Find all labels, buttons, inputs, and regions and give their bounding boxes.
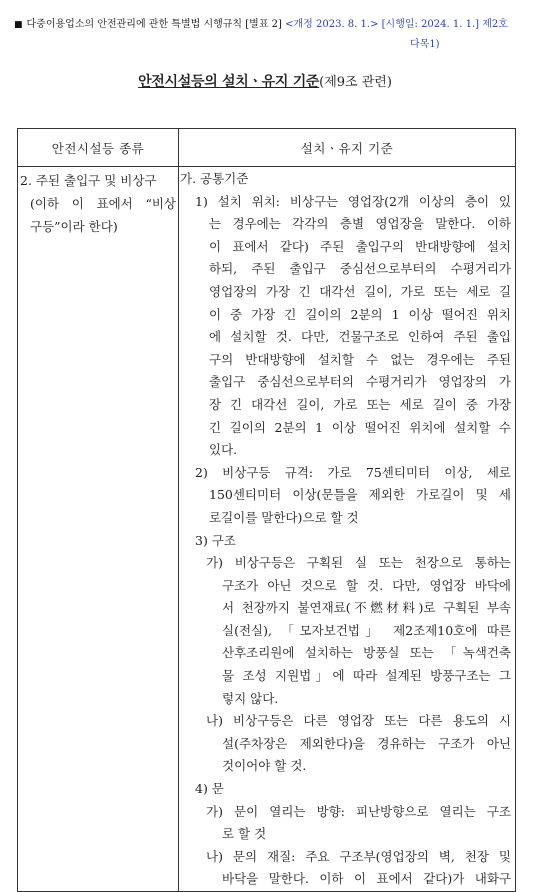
effective-date-note: [시행일: 2024. 1. 1.] 제2호	[381, 19, 508, 30]
amendment-note: <개정 2023. 8. 1.>	[285, 19, 379, 30]
text-line: 것이어야 할 것.	[222, 758, 307, 774]
text-line: 150센티미터 이상(문틀을 제외한 가로길이 및 세	[209, 487, 511, 503]
text-line: 는 경우에는 각각의 층별 영업장을 말한다. 이하	[209, 216, 511, 232]
law-reference: 다중이용업소의 안전관리에 관한 특별법 시행규칙 [별표 2]	[26, 19, 282, 30]
text-line: 출입구 중심선으로부터의 수평거리가 영업장의 가	[209, 374, 511, 390]
text-line: 에 설치할 것. 다만, 건물구조로 인하여 주된 출입	[209, 329, 511, 345]
table-row	[18, 167, 516, 892]
text-line: 설(주차장은 제외한다)을 경유하는 구조가 아닌	[222, 735, 511, 751]
square-bullet-icon: ■	[14, 20, 23, 30]
facility-line: 구등”이라 한다)	[30, 219, 118, 234]
table-header-row	[18, 129, 516, 167]
title-sub: (제9조 관련)	[319, 75, 392, 90]
effective-date-note-cont: 다목1)	[410, 39, 440, 50]
facility-type-cell	[18, 167, 179, 892]
text-line: 이 중 가장 긴 길이의 2분의 1 이상 떨어진 위치	[209, 306, 511, 322]
text-line: 긴 길이의 2분의 1 이상 떨어진 위치에 설치할 수	[209, 419, 511, 435]
text-line: 3) 구조	[195, 532, 236, 548]
text-line: 장 긴 대각선 길이, 가로 또는 세로 길이 중 가장	[209, 396, 511, 412]
text-line: 실(전실), 「모자보건법」 제2조제10호에 따른	[222, 622, 511, 638]
text-line: 나) 비상구등은 다른 영업장 또는 다른 용도의 시	[206, 713, 511, 729]
text-line: 하되, 주된 출입구 중심선으로부터의 수평거리가	[209, 261, 511, 277]
title-main: 안전시설등의 설치ㆍ유지 기준	[138, 74, 320, 90]
text-line: 바닥을 말한다. 이하 이 표에서 같다)가 내화구	[222, 871, 511, 887]
column-header-facility-type: 안전시설등 종류	[18, 129, 179, 167]
text-line: 구의 반대방향에 설치할 수 없는 경우에는 주된	[209, 351, 511, 367]
header-line-1	[14, 15, 544, 35]
text-line: 로 할 것	[222, 826, 267, 842]
standards-table	[17, 128, 516, 892]
text-line: 2) 비상구등 규격: 가로 75센티미터 이상, 세로	[195, 464, 511, 480]
text-line: 로길이를 말한다)으로 할 것	[209, 509, 359, 525]
text-line: 이 표에서 같다) 주된 출입구의 반대방향에 설치	[209, 238, 511, 254]
document-header	[14, 15, 544, 55]
text-line: 가) 문이 열리는 방향: 피난방향으로 열리는 구조	[206, 803, 511, 819]
facility-line: (이하 이 표에서 “비상	[30, 196, 176, 211]
text-line: 서 천장까지 불연재료(不燃材料)로 구획된 부속	[222, 600, 511, 616]
text-line: 구조가 아닌 것으로 할 것. 다만, 영업장 바닥에	[222, 577, 511, 593]
text-line: 렇지 않다.	[222, 690, 279, 706]
text-line: 산후조리원에 설치하는 방풍실 또는 「녹색건축	[222, 645, 511, 661]
text-line: 4) 문	[195, 781, 224, 797]
text-line: 나) 문의 재질: 주요 구조부(영업장의 벽, 천장 및	[206, 848, 511, 864]
text-line: 영업장의 가장 긴 대각선 길이, 가로 또는 세로 길	[209, 283, 511, 299]
column-header-standards: 설치ㆍ유지 기준	[179, 129, 516, 167]
page-title	[0, 72, 530, 93]
facility-line: 2. 주된 출입구 및 비상구	[20, 173, 157, 188]
text-line: 있다.	[209, 442, 238, 458]
standards-cell	[179, 167, 516, 892]
text-line: 가. 공통기준	[180, 171, 249, 186]
text-line: 물 조성 지원법」에 따라 설계된 방풍구조는 그	[222, 668, 511, 684]
text-line: 가) 비상구등은 구획된 실 또는 천장으로 통하는	[206, 555, 511, 571]
text-line: 1) 설치 위치: 비상구는 영업장(2개 이상의 층이 있	[195, 193, 511, 209]
